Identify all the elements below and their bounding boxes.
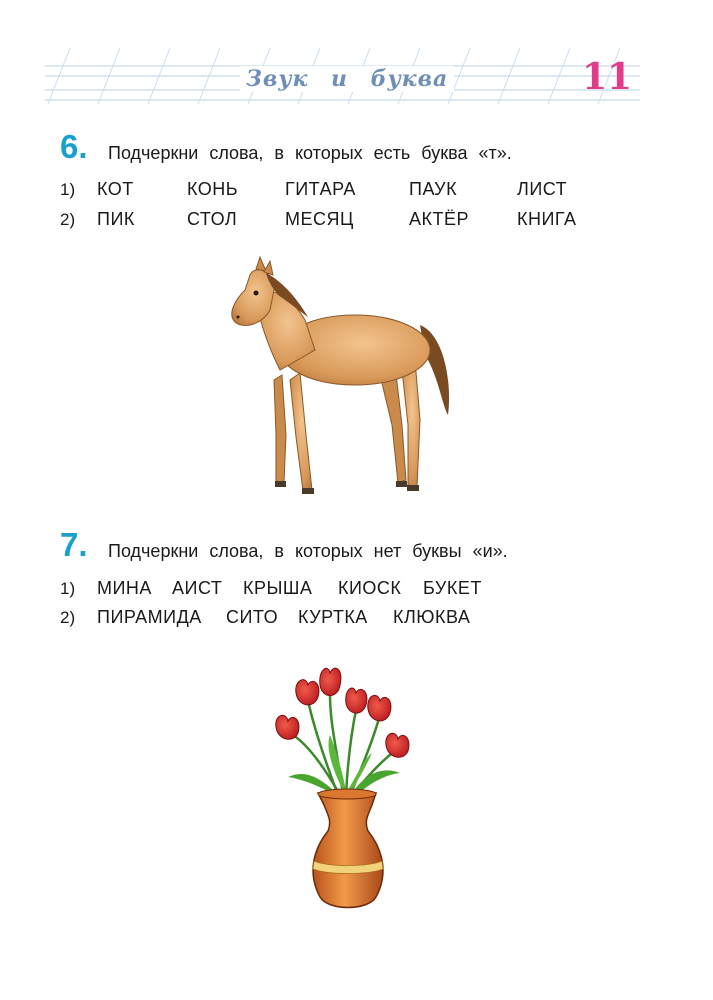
page-number: 11: [582, 56, 633, 98]
task-6-row-1-label: 1): [60, 180, 76, 199]
task-6-word[interactable]: ПАУК: [409, 179, 458, 199]
task-6-number: 6.: [60, 128, 88, 165]
task-7-word[interactable]: КУРТКА: [298, 607, 368, 627]
task-6-instruction: Подчеркни слова, в которых есть буква «т».: [108, 143, 512, 163]
task-6-word[interactable]: КОТ: [97, 179, 134, 199]
task-7-row-1-label: 1): [60, 579, 76, 598]
task-6-row-2-label: 2): [60, 210, 76, 229]
task-7-word[interactable]: КЛЮКВА: [393, 607, 471, 627]
task-7-row-2-label: 2): [60, 608, 76, 627]
task-6-word[interactable]: КНИГА: [517, 209, 577, 229]
task-7-word[interactable]: БУКЕТ: [423, 578, 482, 598]
task-6-word[interactable]: ПИК: [97, 209, 135, 229]
task-7-word[interactable]: СИТО: [226, 607, 279, 627]
task-7-word[interactable]: КРЫША: [243, 578, 313, 598]
task-6-word[interactable]: АКТЁР: [409, 209, 470, 229]
task-6-word[interactable]: МЕСЯЦ: [285, 209, 354, 229]
task-6-word[interactable]: СТОЛ: [187, 209, 238, 229]
task-7-word[interactable]: МИНА: [97, 578, 152, 598]
task-6-word[interactable]: ГИТАРА: [285, 179, 356, 199]
horse-illustration: [220, 255, 470, 505]
task-6-word[interactable]: ЛИСТ: [517, 179, 568, 199]
task-7-word[interactable]: АИСТ: [172, 578, 223, 598]
flower-vase-illustration: [268, 665, 428, 925]
task-7-word[interactable]: КИОСК: [338, 578, 402, 598]
task-7-word[interactable]: ПИРАМИДА: [97, 607, 202, 627]
section-title: Звук и буква: [240, 66, 454, 92]
task-7-instruction: Подчеркни слова, в которых нет буквы «и».: [108, 541, 508, 561]
task-7-number: 7.: [60, 526, 88, 563]
task-6-word[interactable]: КОНЬ: [187, 179, 239, 199]
